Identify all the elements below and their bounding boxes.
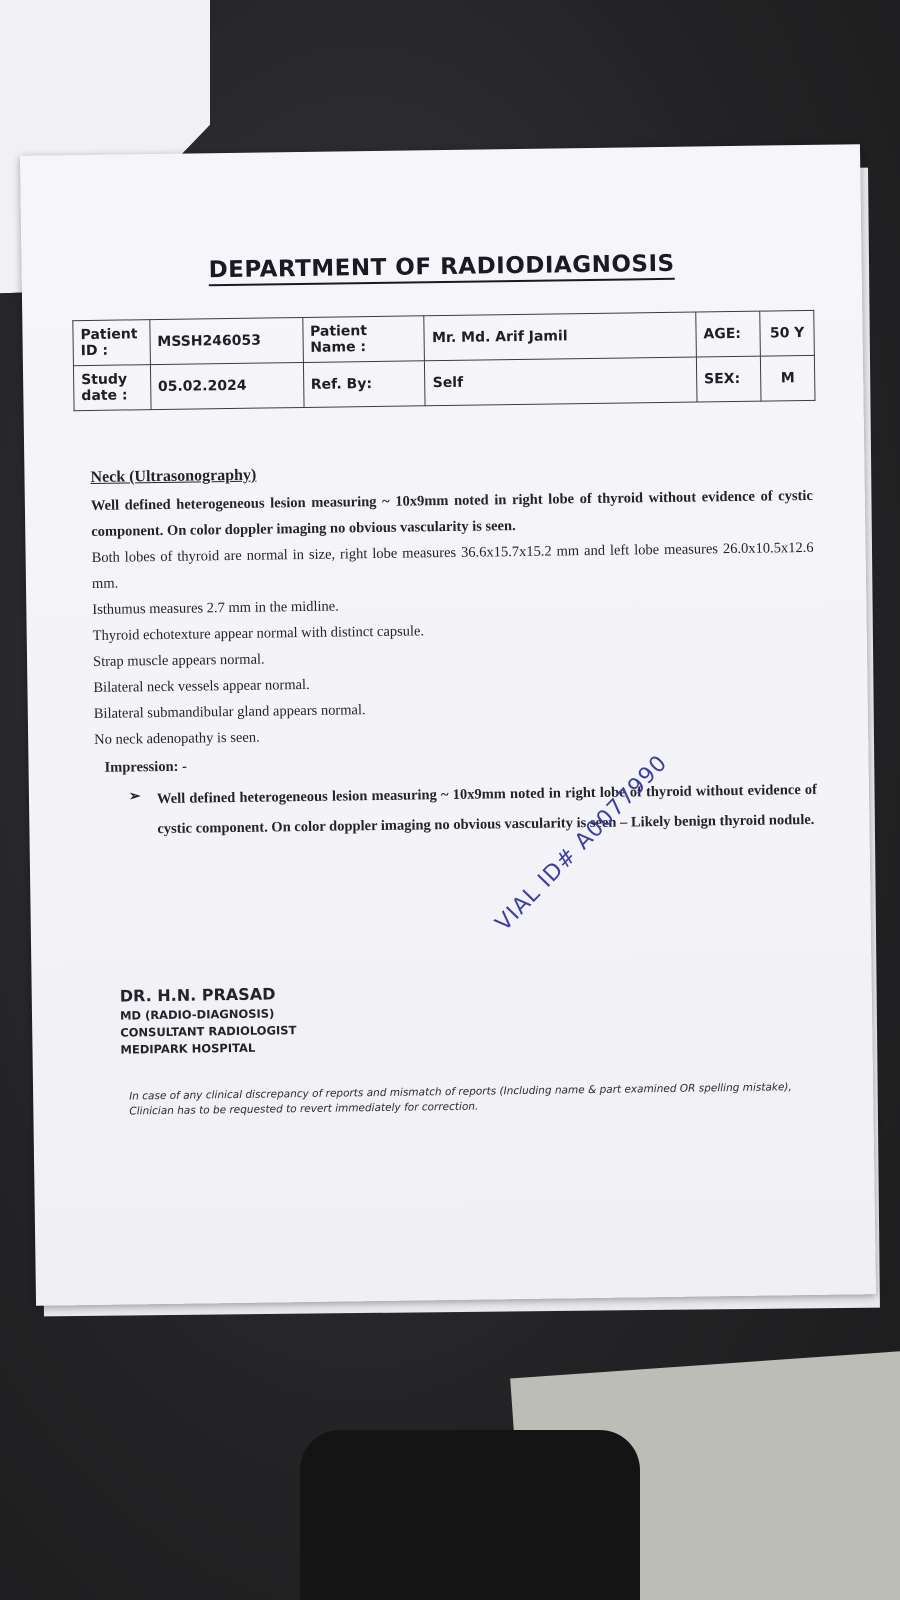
department-title: DEPARTMENT OF RADIODIAGNOSIS bbox=[21, 248, 861, 286]
sex-value: M bbox=[761, 355, 815, 401]
patient-id-label: Patient ID : bbox=[73, 320, 150, 366]
arrow-bullet-icon: ➢ bbox=[128, 789, 141, 805]
section-title: Neck (Ultrasonography) bbox=[90, 466, 257, 486]
ref-by-label: Ref. By: bbox=[303, 361, 426, 408]
finding-neck-vessels: Bilateral neck vessels appear normal. bbox=[93, 676, 310, 696]
doctor-qualification: MD (RADIO-DIAGNOSIS) bbox=[119, 1006, 275, 1023]
radiology-report-sheet bbox=[20, 144, 876, 1306]
doctor-name: DR. H.N. PRASAD bbox=[119, 984, 276, 1006]
doctor-designation: CONSULTANT RADIOLOGIST bbox=[120, 1023, 297, 1040]
hospital-name: MEDIPARK HOSPITAL bbox=[120, 1040, 256, 1057]
study-date-label: Study date : bbox=[73, 365, 150, 411]
sex-label: SEX: bbox=[696, 356, 761, 402]
age-label: AGE: bbox=[696, 311, 761, 357]
finding-lesion: Well defined heterogeneous lesion measuring ~ 10x9mm noted in right lobe of thyroid without evidence of cystic component. On color doppler imaging no obvious vascularity is seen. bbox=[90, 487, 813, 540]
vial-id-handwriting: VIAL ID# A0077990 bbox=[491, 750, 673, 937]
impression-text: Well defined heterogeneous lesion measuring ~ 10x9mm noted in right lobe of thyroid without evidence of cystic component. On color doppler imaging no obvious vascularity is seen – Likely benign thyroid nodule. bbox=[156, 781, 818, 838]
finding-echotexture: Thyroid echotexture appear normal with distinct capsule. bbox=[92, 623, 425, 644]
impression-item bbox=[129, 775, 818, 845]
patient-name-value: Mr. Md. Arif Jamil bbox=[424, 312, 696, 361]
patient-name-label: Patient Name : bbox=[302, 316, 425, 363]
patient-id-value: MSSH246053 bbox=[150, 317, 303, 364]
impression-title: Impression: - bbox=[104, 758, 187, 776]
shadow-area bbox=[300, 1430, 640, 1600]
report-body bbox=[90, 455, 817, 845]
finding-strap-muscle: Strap muscle appears normal. bbox=[92, 651, 265, 670]
finding-lobes: Both lobes of thyroid are normal in size, right lobe measures 36.6x15.7x15.2 mm and left lobe measures 26.0x10.5x12.6 mm. bbox=[91, 539, 814, 592]
study-date-value: 05.02.2024 bbox=[150, 362, 303, 409]
patient-info-table bbox=[72, 310, 815, 411]
disclaimer-text: In case of any clinical discrepancy of reports and mismatch of reports (Including name & part examined OR spelling mistake), Clinician has to be requested to revert immediately for correction. bbox=[129, 1081, 792, 1118]
age-value: 50 Y bbox=[760, 310, 814, 356]
finding-submandibular: Bilateral submandibular gland appears normal. bbox=[93, 702, 366, 722]
finding-isthmus: Isthumus measures 2.7 mm in the midline. bbox=[92, 598, 339, 618]
finding-adenopathy: No neck adenopathy is seen. bbox=[94, 729, 260, 748]
ref-by-value: Self bbox=[425, 357, 697, 406]
signature-block bbox=[120, 984, 297, 1058]
patient-info-row-2 bbox=[73, 355, 815, 410]
